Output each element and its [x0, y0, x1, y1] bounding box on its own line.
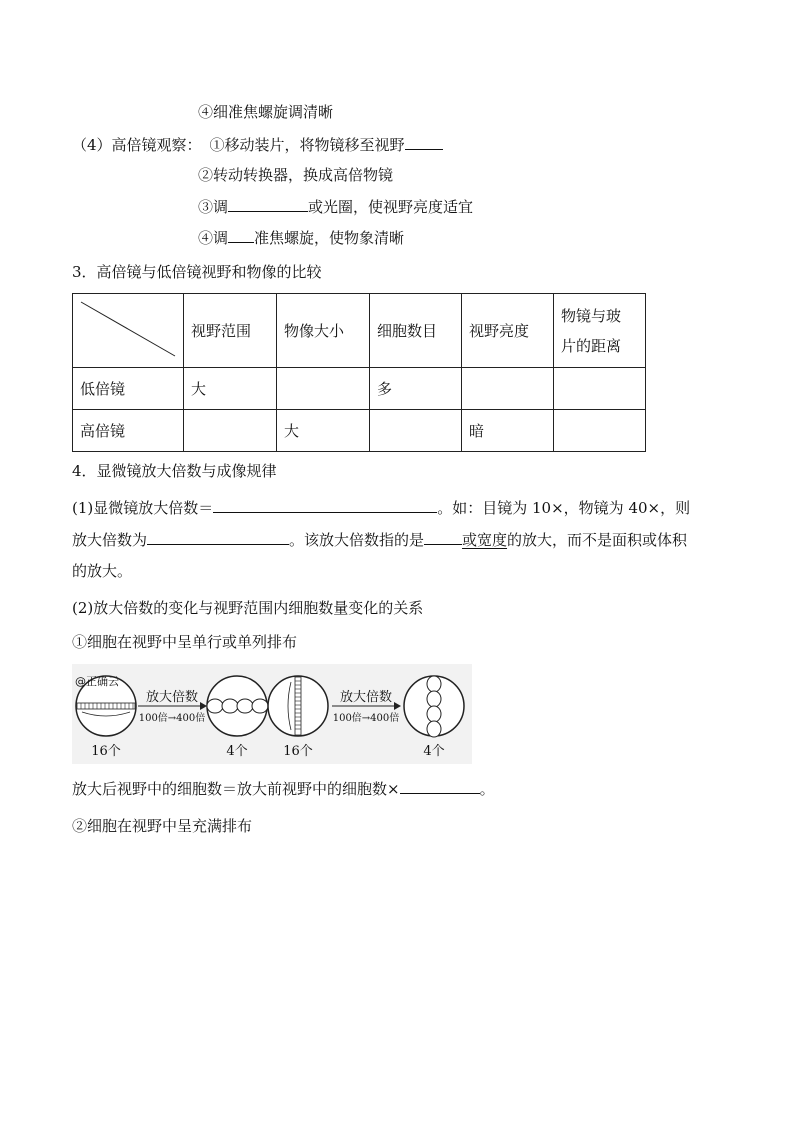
row-label: 低倍镜 [73, 368, 184, 410]
blank-length[interactable] [424, 529, 462, 545]
table-cell[interactable] [554, 410, 646, 452]
th-image-size: 物像大小 [277, 294, 370, 368]
p1-g: 的放大。 [72, 562, 133, 580]
arrow-label-1: 放大倍数 [145, 690, 198, 705]
high-obs-step3 [198, 196, 473, 217]
arrow-label-2: 放大倍数 [339, 690, 392, 705]
table-cell[interactable] [370, 410, 462, 452]
blank-magnification-formula[interactable] [213, 497, 437, 513]
th-cell-count: 细胞数目 [370, 294, 462, 368]
step-fine-focus: ④细准焦螺旋调清晰 [198, 103, 334, 121]
diagonal-header-cell [73, 294, 184, 368]
th-distance [554, 294, 646, 368]
p1-d: 。该放大倍数指的是 [289, 531, 425, 549]
single-row-title: ①细胞在视野中呈单行或单列排布 [72, 633, 298, 651]
count-label: 16个 [283, 744, 313, 759]
blank-view-position[interactable] [405, 134, 443, 150]
table-cell[interactable] [277, 368, 370, 410]
full-field-title: ②细胞在视野中呈充满排布 [72, 817, 253, 835]
comparison-table [72, 293, 646, 452]
p1-b: 。如：目镜为 10×，物镜为 40×，则 [437, 499, 691, 517]
relation-title: (2)放大倍数的变化与视野范围内细胞数量变化的关系 [72, 599, 424, 617]
arrow-sub-2: 100倍→400倍 [332, 713, 400, 724]
section3-title: 3．高倍镜与低倍镜视野和物像的比较 [72, 263, 322, 281]
count-label: 16个 [91, 744, 121, 759]
p1-e: 或宽度 [462, 531, 508, 549]
high-obs-step1-text: ①移动装片，将物镜移至视野 [209, 136, 405, 154]
table-cell[interactable] [554, 368, 646, 410]
row-label: 高倍镜 [73, 410, 184, 452]
high-obs-step1 [72, 134, 443, 155]
th-distance-line1: 物镜与玻 [561, 306, 622, 325]
high-obs-step3-b: 或光圈，使视野亮度适宜 [308, 198, 474, 216]
high-obs-step4-b: 准焦螺旋，使物象清晰 [254, 229, 405, 247]
table-header-row [73, 294, 646, 368]
p1-a: (1)显微镜放大倍数＝ [72, 499, 214, 517]
section4-title: 4．显微镜放大倍数与成像规律 [72, 462, 277, 480]
th-view-range: 视野范围 [184, 294, 277, 368]
blank-magnification-value[interactable] [147, 529, 289, 545]
diagonal-line [73, 294, 183, 367]
table-cell[interactable]: 暗 [462, 410, 554, 452]
table-cell[interactable] [184, 410, 277, 452]
cell-count-figure [72, 664, 472, 764]
arrow-sub-1: 100倍→400倍 [138, 713, 206, 724]
high-obs-step2: ②转动转换器，换成高倍物镜 [198, 166, 394, 184]
table-row [73, 368, 646, 410]
count-label: 4个 [423, 744, 445, 759]
magnification-example-line [72, 529, 687, 550]
table-cell[interactable] [462, 368, 554, 410]
blank-mirror[interactable] [228, 196, 308, 212]
high-obs-label: （4）高倍镜观察： [72, 136, 202, 154]
count-label: 4个 [226, 744, 248, 759]
formula-a: 放大后视野中的细胞数＝放大前视野中的细胞数× [72, 780, 400, 798]
formula-b: 。 [479, 780, 495, 798]
high-obs-step4 [198, 227, 404, 248]
table-cell[interactable]: 大 [184, 368, 277, 410]
th-distance-line2: 片的距离 [561, 336, 622, 355]
table-row [73, 410, 646, 452]
table-cell[interactable]: 多 [370, 368, 462, 410]
th-brightness: 视野亮度 [462, 294, 554, 368]
watermark: @正确云 [75, 675, 119, 688]
cell-count-formula [72, 778, 495, 799]
p1-c: 放大倍数为 [72, 531, 148, 549]
table-cell[interactable]: 大 [277, 410, 370, 452]
magnification-formula-line [72, 497, 690, 518]
p1-f: 的放大，而不是面积或体积 [507, 531, 688, 549]
high-obs-step3-a: ③调 [198, 198, 229, 216]
blank-focus-knob[interactable] [228, 227, 254, 243]
figure-graphic [72, 664, 472, 764]
high-obs-step4-a: ④调 [198, 229, 229, 247]
blank-magnification-ratio[interactable] [400, 778, 480, 794]
